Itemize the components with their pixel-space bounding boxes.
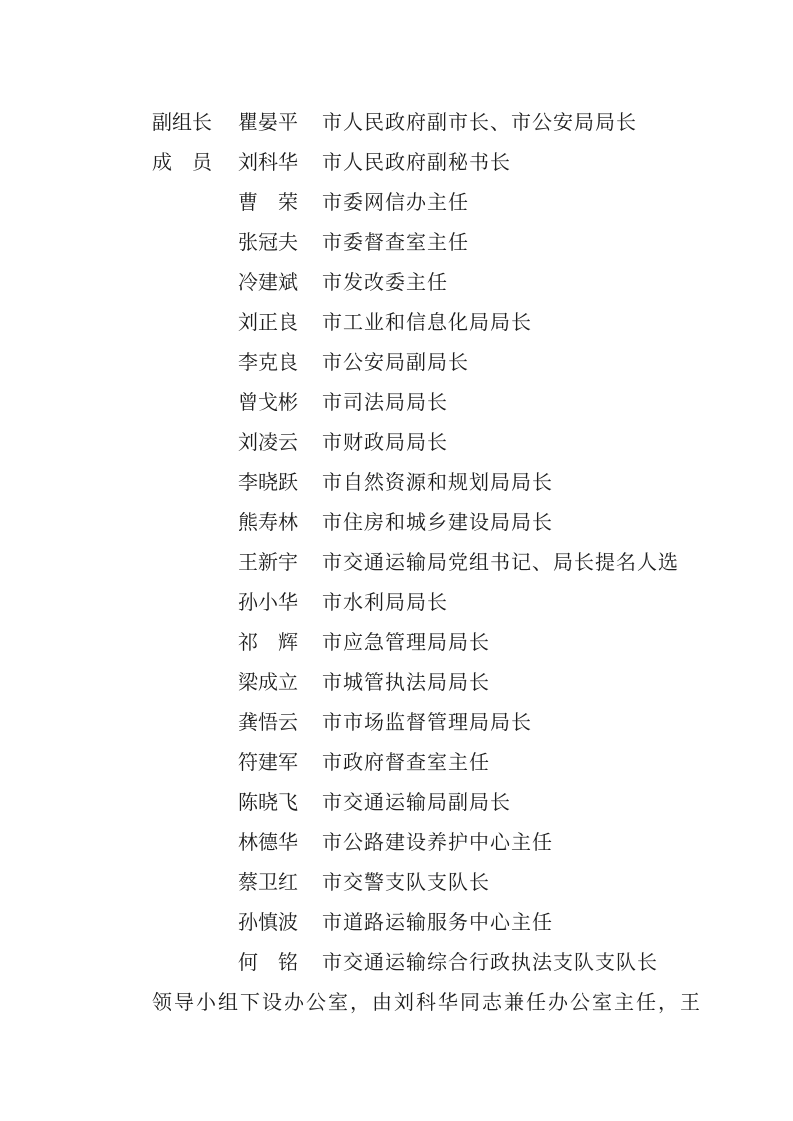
person-title: 市水利局局长 bbox=[322, 590, 448, 614]
member-row bbox=[0, 145, 793, 179]
vice-leader-row bbox=[0, 105, 793, 139]
person-title: 市交警支队支队长 bbox=[322, 870, 490, 894]
person-name: 蔡卫红 bbox=[238, 870, 298, 894]
person-name: 冷建斌 bbox=[238, 270, 298, 294]
person-title: 市发改委主任 bbox=[322, 270, 448, 294]
person-title: 市市场监督管理局局长 bbox=[322, 710, 532, 734]
role-label: 成 员 bbox=[152, 150, 212, 174]
member-row bbox=[0, 785, 793, 819]
member-row bbox=[0, 185, 793, 219]
member-row bbox=[0, 225, 793, 259]
person-name: 林德华 bbox=[238, 830, 298, 854]
person-name: 瞿晏平 bbox=[238, 110, 298, 134]
member-row bbox=[0, 465, 793, 499]
role-label: 副组长 bbox=[152, 110, 212, 134]
person-name: 龚悟云 bbox=[238, 710, 298, 734]
person-title: 市交通运输综合行政执法支队支队长 bbox=[322, 950, 658, 974]
member-row bbox=[0, 865, 793, 899]
member-row bbox=[0, 425, 793, 459]
person-title: 市交通运输局副局长 bbox=[322, 790, 511, 814]
member-row bbox=[0, 825, 793, 859]
person-title: 市城管执法局局长 bbox=[322, 670, 490, 694]
person-title: 市财政局局长 bbox=[322, 430, 448, 454]
person-name: 陈晓飞 bbox=[238, 790, 298, 814]
member-row bbox=[0, 305, 793, 339]
person-name: 符建军 bbox=[238, 750, 298, 774]
person-title: 市公路建设养护中心主任 bbox=[322, 830, 553, 854]
member-row bbox=[0, 545, 793, 579]
person-title: 市委网信办主任 bbox=[322, 190, 469, 214]
member-row bbox=[0, 265, 793, 299]
person-name: 曾戈彬 bbox=[238, 390, 298, 414]
person-title: 市交通运输局党组书记、局长提名人选 bbox=[322, 550, 679, 574]
person-title: 市人民政府副秘书长 bbox=[322, 150, 511, 174]
person-name: 刘凌云 bbox=[238, 430, 298, 454]
person-title: 市人民政府副市长、市公安局局长 bbox=[322, 110, 637, 134]
person-name: 曹 荣 bbox=[238, 190, 298, 214]
person-title: 市政府督查室主任 bbox=[322, 750, 490, 774]
closing-paragraph: 领导小组下设办公室，由刘科华同志兼任办公室主任，王 bbox=[152, 990, 702, 1014]
person-title: 市工业和信息化局局长 bbox=[322, 310, 532, 334]
member-row bbox=[0, 665, 793, 699]
person-name: 熊寿林 bbox=[238, 510, 298, 534]
person-name: 王新宇 bbox=[238, 550, 298, 574]
member-row bbox=[0, 745, 793, 779]
person-name: 孙慎波 bbox=[238, 910, 298, 934]
person-title: 市住房和城乡建设局局长 bbox=[322, 510, 553, 534]
person-title: 市司法局局长 bbox=[322, 390, 448, 414]
person-name: 刘正良 bbox=[238, 310, 298, 334]
member-row bbox=[0, 705, 793, 739]
person-title: 市委督查室主任 bbox=[322, 230, 469, 254]
person-title: 市道路运输服务中心主任 bbox=[322, 910, 553, 934]
person-name: 祁 辉 bbox=[238, 630, 298, 654]
person-name: 孙小华 bbox=[238, 590, 298, 614]
member-row bbox=[0, 905, 793, 939]
person-name: 刘科华 bbox=[238, 150, 298, 174]
person-name: 梁成立 bbox=[238, 670, 298, 694]
person-name: 张冠夫 bbox=[238, 230, 298, 254]
person-title: 市自然资源和规划局局长 bbox=[322, 470, 553, 494]
person-title: 市公安局副局长 bbox=[322, 350, 469, 374]
person-name: 何 铭 bbox=[238, 950, 298, 974]
person-name: 李克良 bbox=[238, 350, 298, 374]
member-row bbox=[0, 945, 793, 979]
person-title: 市应急管理局局长 bbox=[322, 630, 490, 654]
member-row bbox=[0, 625, 793, 659]
member-row bbox=[0, 505, 793, 539]
member-row bbox=[0, 585, 793, 619]
member-row bbox=[0, 345, 793, 379]
person-name: 李晓跃 bbox=[238, 470, 298, 494]
member-row bbox=[0, 385, 793, 419]
